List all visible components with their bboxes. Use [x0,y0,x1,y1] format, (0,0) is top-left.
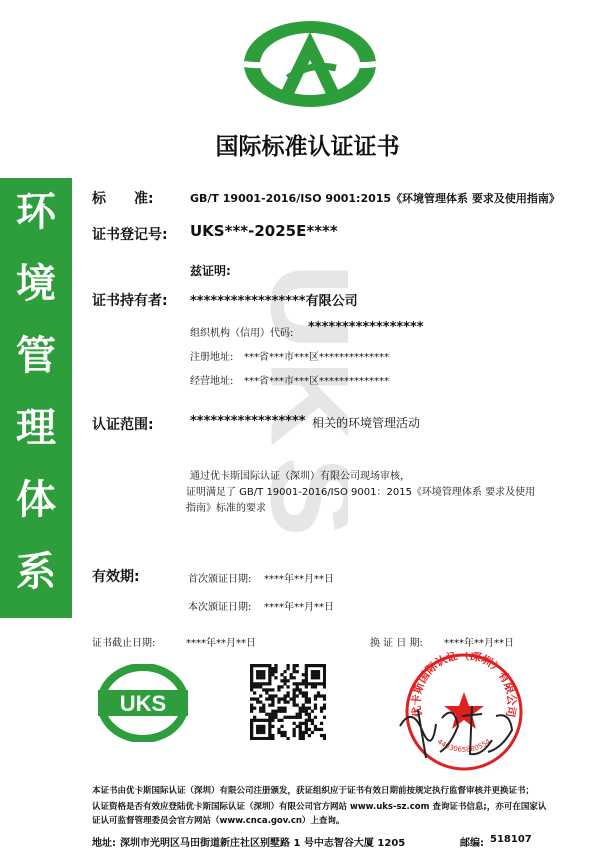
renewal-label: 换 证 日 期: [370,638,423,649]
uks-logo [98,664,188,742]
statement-line-1: 通过优卡斯国际认证（深圳）有限公司现场审核， [190,471,410,482]
uks-top-logo [240,18,380,110]
first-issue-value: ****年**月**日 [264,574,334,585]
reg-addr-value: ***省***市***区************** [244,352,389,363]
expiry-label: 证书截止日期: [92,638,156,649]
standard-value: GB/T 19001-2016/ISO 9001:2015《环境管理体系 要求及使用指南》 [190,192,560,205]
cert-no-label: 证书登记号: [92,227,168,243]
side-title-char: 环 [16,189,56,235]
footer-line-3: 证认可监督管理委员会官方网站（www.cnca.gov.cn）上查询。 [92,816,345,826]
svg-text:4403065880554: 4403065880554 [435,737,493,754]
signature [392,696,522,766]
footer-line-2: 认证资格是否有效应登陆优卡斯国际认证（深圳）有限公司官方网站 www.uks-sz.com 查询证书信息;，亦可在国家认 [92,802,547,812]
statement-line-3: 指南》标准的要求 [186,503,266,514]
reg-addr-label: 注册地址: [190,352,234,363]
org-code-label: 组织机构（信用）代码: [190,328,294,339]
op-addr-label: 经营地址: [190,376,234,387]
holder-label: 证书持有者: [92,293,168,309]
postcode-label: 邮编: [460,838,484,849]
footer-line-1: 本证书由优卡斯国际认证（深圳）有限公司注册颁发，获证组织应于证书有效日期前按规定执行监督审核并更换证书； [92,786,535,796]
standard-label: 标 准: [92,191,154,207]
statement-line-2: 证明满足了 GB/T 19001-2016/ISO 9001：2015《环境管理体系 要求及使用 [186,487,536,498]
scope-text: 相关的环境管理活动 [312,416,421,430]
svg-text:UKS: UKS [119,691,167,716]
side-title-char: 境 [16,261,56,307]
first-issue-label: 首次颁证日期: [188,574,252,585]
cert-no-value: UKS***-2025E**** [190,222,338,240]
org-code-value: ***************** [308,320,424,335]
renewal-value: ****年**月**日 [444,638,514,649]
postcode-value: 518107 [490,834,532,845]
side-title-char: 体 [16,477,56,523]
scope-label: 认证范围: [92,417,154,433]
certificate-title: 国际标准认证证书 [215,134,400,160]
this-issue-value: ****年**月**日 [264,602,334,613]
address-value: 深圳市光明区马田街道新庄社区别墅路 1 号中志智谷大厦 1205 [120,838,406,849]
scope-stars: ***************** [190,414,306,429]
side-title-char: 理 [16,405,56,451]
validity-label: 有效期: [92,569,140,585]
expiry-value: ****年**月**日 [186,638,256,649]
qr-code [250,664,326,740]
side-title-char: 管 [16,333,56,379]
hereby-text: 兹证明: [190,264,231,278]
op-addr-value: ***省***市***区************** [244,376,389,387]
side-title-bar [0,178,72,618]
address-label: 地址: [92,838,116,849]
svg-text:优卡斯国际认证（深圳）有限公司: 优卡斯国际认证（深圳）有限公司 [409,652,519,719]
holder-name: *****************有限公司 [190,294,358,309]
this-issue-label: 本次颁证日期: [188,602,252,613]
svg-text:UKS: UKS [258,263,348,547]
side-title-char: 系 [16,549,56,595]
